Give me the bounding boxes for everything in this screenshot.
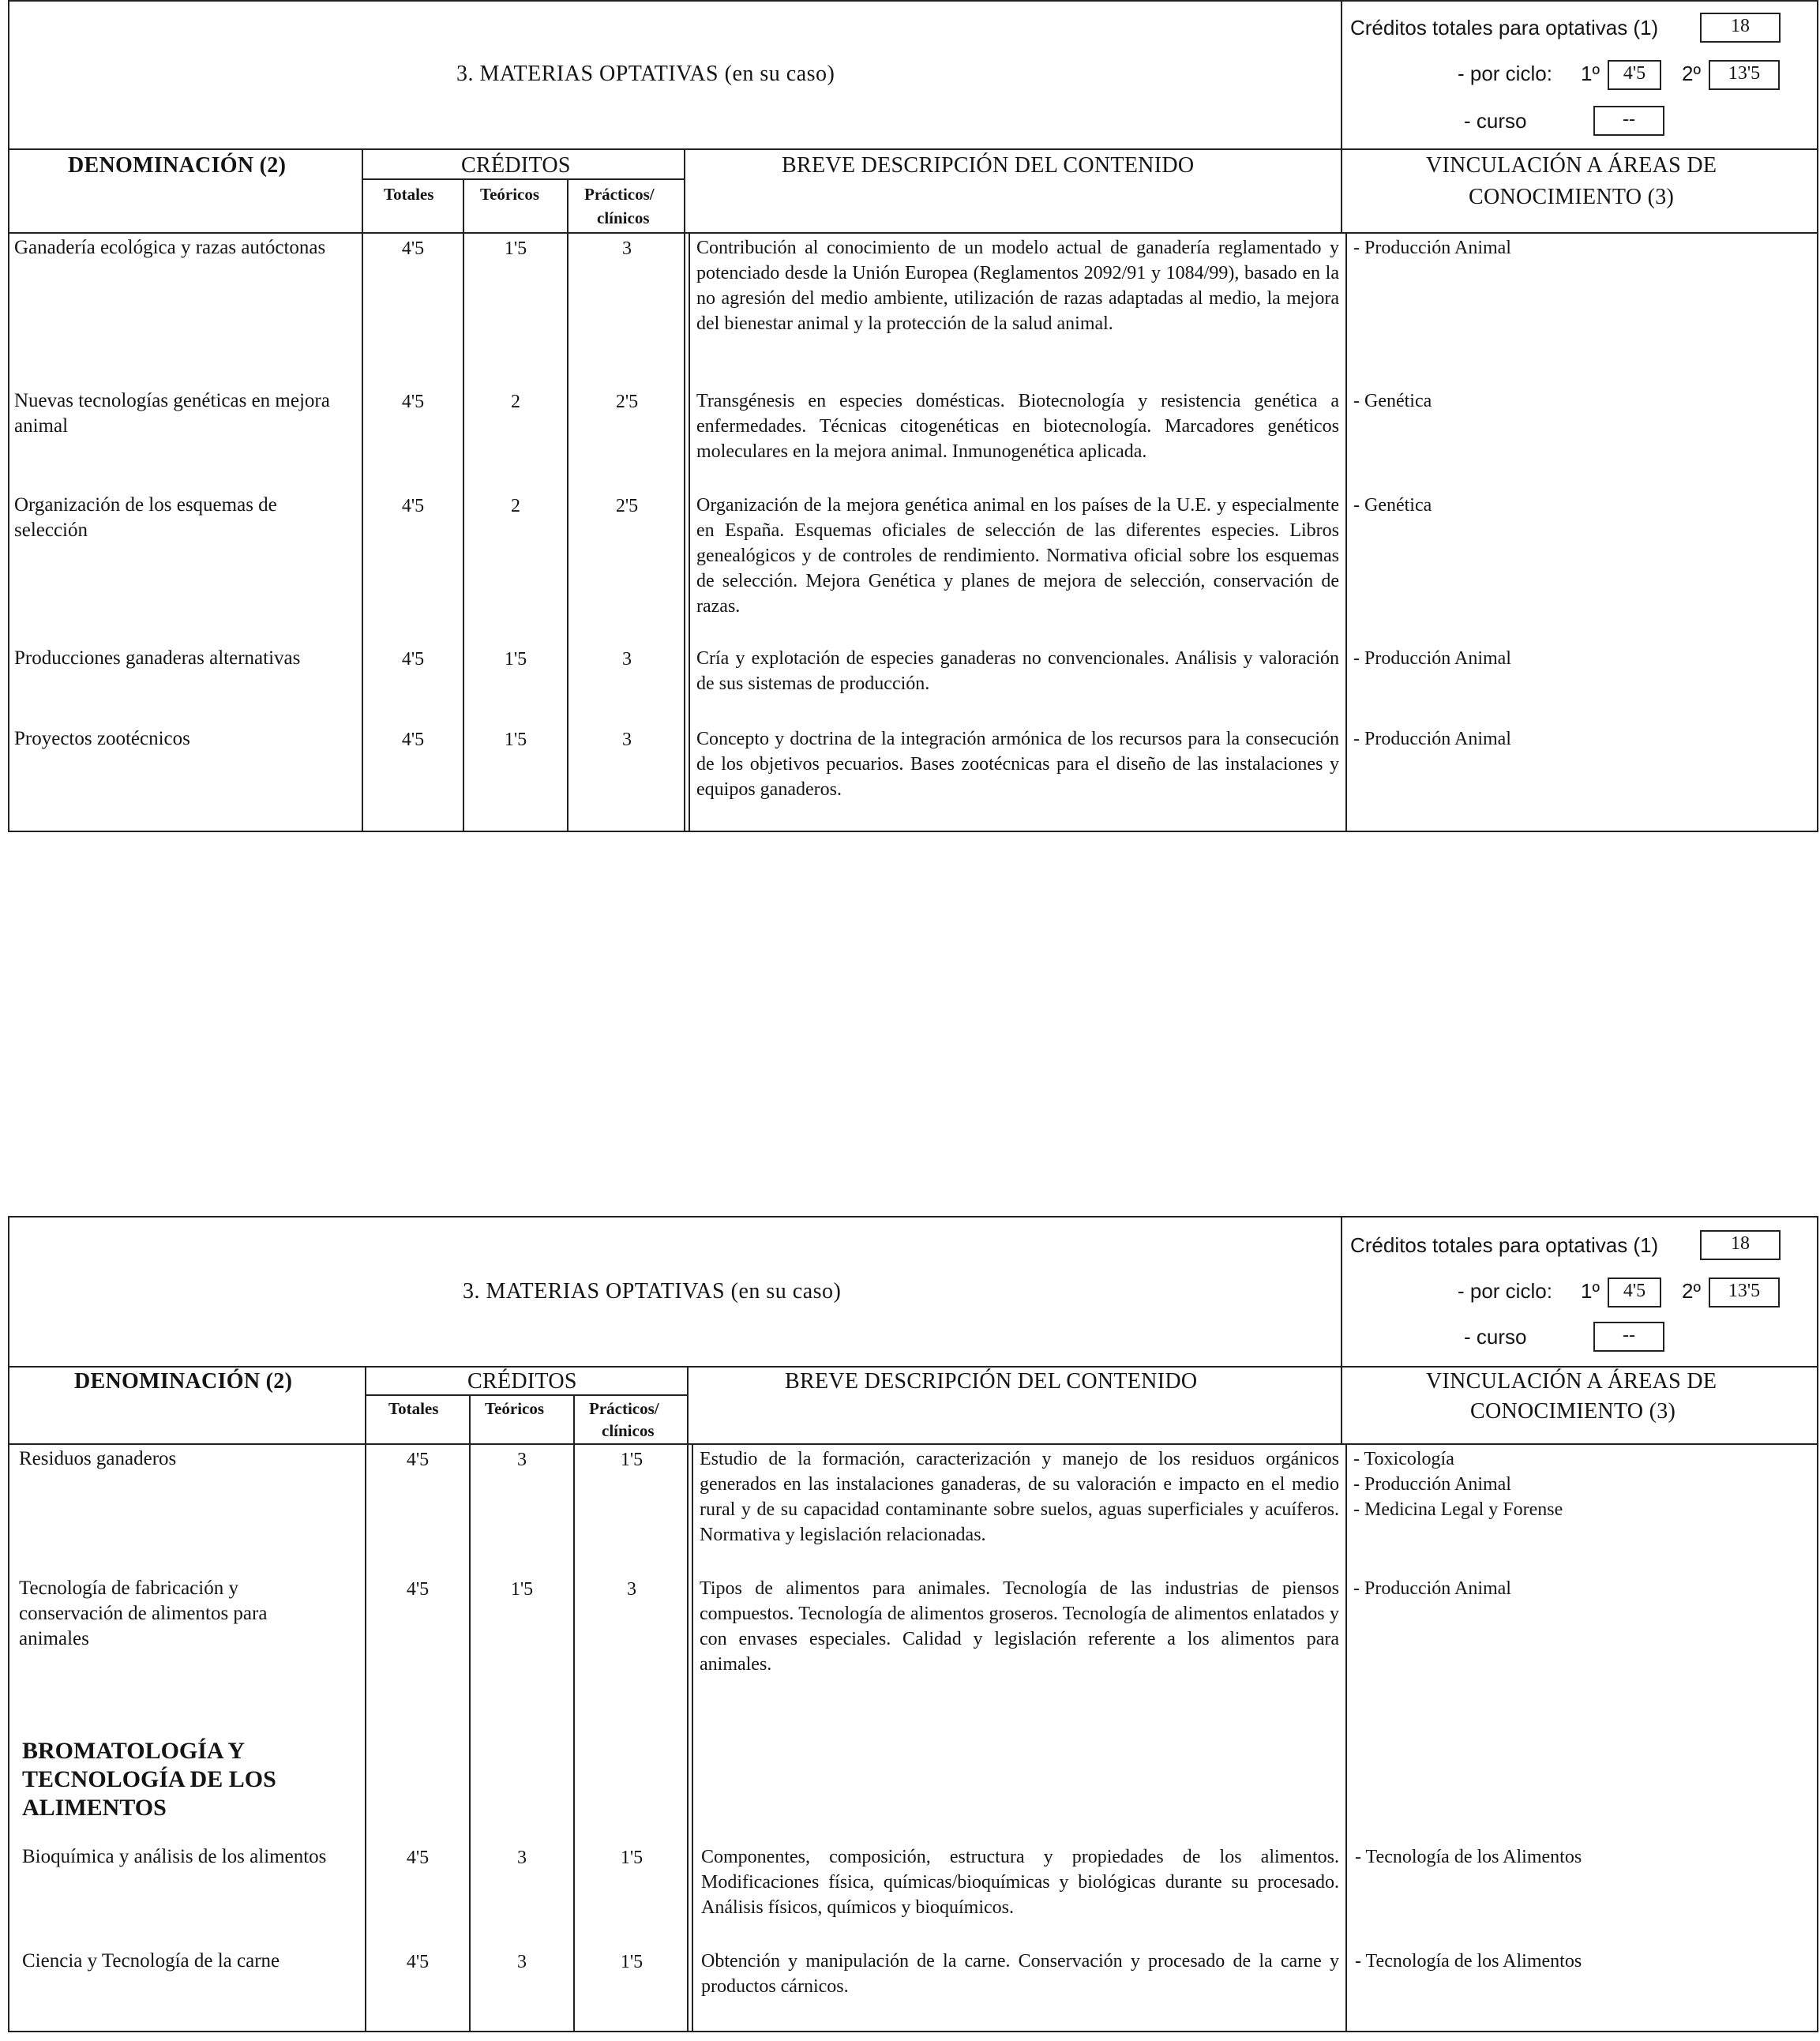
- ciclo-2-label: 2º: [1682, 62, 1701, 85]
- header-creditos: CRÉDITOS: [461, 153, 571, 178]
- table-2: [0, 1216, 1820, 2037]
- credits-practicos: 2'5: [615, 392, 639, 412]
- ciclo-1-label: 1º: [1581, 1279, 1600, 1303]
- header-creditos: CRÉDITOS: [467, 1369, 577, 1394]
- area-item: - Toxicología: [1353, 1449, 1454, 1469]
- credits-teoricos: 2: [511, 496, 520, 516]
- subject-name: Ganadería ecológica y razas autóctonas: [14, 237, 326, 258]
- credits-teoricos: 2: [511, 392, 520, 412]
- credits-totales: 4'5: [406, 1952, 430, 1972]
- credits-totales: 4'5: [406, 1848, 430, 1868]
- ciclo-label: - por ciclo:: [1458, 62, 1552, 85]
- area-item: - Producción Animal: [1353, 1578, 1511, 1599]
- header-descripcion: BREVE DESCRIPCIÓN DEL CONTENIDO: [782, 153, 1195, 178]
- credits-teoricos: 1'5: [510, 1579, 534, 1600]
- page-title: 3. MATERIAS OPTATIVAS (en su caso): [456, 62, 835, 86]
- description: Estudio de la formación, caracterización y manejo de los residuos orgánicos generados en las instalaciones ganaderas, de su valoración e impacto en el medio rural y de su capacidad contaminante sobre suelos, aguas superficiales y acuíferos. Normativa y legislación relacionadas.: [700, 1449, 1339, 1545]
- ciclo-2-value: 13'5: [1709, 1278, 1780, 1308]
- credits-teoricos: 3: [517, 1848, 527, 1868]
- subject-name: Organización de los esquemas de selección: [14, 494, 277, 541]
- description: Componentes, composición, estructura y propiedades de los alimentos. Modificaciones física, químicas/bioquímicas y biológicas durante su procesado. Análisis físicos, químicos y bioquímicos.: [701, 1847, 1339, 1918]
- area-item: - Producción Animal: [1353, 648, 1511, 669]
- subject-name: Tecnología de fabricación y conservación de alimentos para animales: [19, 1578, 268, 1649]
- credits-practicos: 3: [622, 238, 632, 259]
- subject-name: Bioquímica y análisis de los alimentos: [22, 1846, 327, 1867]
- header-vinculacion: VINCULACIÓN A ÁREAS DE: [1426, 1369, 1717, 1394]
- credits-totales: 4'5: [406, 1579, 430, 1600]
- credits-practicos: 1'5: [620, 1952, 644, 1972]
- header-totales: Totales: [388, 1399, 439, 1418]
- total-credits-label: Créditos totales para optativas (1): [1350, 1233, 1659, 1257]
- credits-totales: 4'5: [401, 238, 425, 259]
- subject-name: Ciencia y Tecnología de la carne: [22, 1950, 280, 1972]
- credits-practicos: 1'5: [620, 1848, 644, 1868]
- total-credits-label: Créditos totales para optativas (1): [1350, 16, 1659, 39]
- table-1: [0, 0, 1820, 837]
- description: Cría y explotación de especies ganaderas no convencionales. Análisis y valoración de sus sistemas de producción.: [696, 648, 1339, 694]
- credits-totales: 4'5: [401, 730, 425, 750]
- area-item: - Medicina Legal y Forense: [1353, 1499, 1563, 1520]
- ciclo-2-value: 13'5: [1709, 60, 1780, 90]
- subject-name: Producciones ganaderas alternativas: [14, 647, 301, 669]
- header-denominacion: DENOMINACIÓN (2): [68, 153, 287, 178]
- ciclo-1-label: 1º: [1581, 62, 1600, 85]
- description: Obtención y manipulación de la carne. Conservación y procesado de la carne y productos cárnicos.: [701, 1951, 1339, 1997]
- credits-practicos: 3: [627, 1579, 636, 1600]
- header-teoricos: Teóricos: [485, 1399, 545, 1418]
- area-item: - Genética: [1353, 495, 1432, 516]
- area-item: - Producción Animal: [1353, 729, 1511, 749]
- header-conocimiento: CONOCIMIENTO (3): [1470, 1399, 1676, 1424]
- curso-value: --: [1593, 1322, 1664, 1352]
- ciclo-1-value: 4'5: [1608, 60, 1661, 90]
- total-credits-value: 18: [1700, 13, 1781, 43]
- credits-practicos: 2'5: [615, 496, 639, 516]
- credits-totales: 4'5: [401, 392, 425, 412]
- area-item: - Tecnología de los Alimentos: [1355, 1847, 1582, 1867]
- area-item: - Producción Animal: [1353, 1474, 1511, 1495]
- ciclo-2-label: 2º: [1682, 1279, 1701, 1303]
- credits-totales: 4'5: [401, 649, 425, 670]
- section-heading: BROMATOLOGÍA Y TECNOLOGÍA DE LOS ALIMENTOS: [22, 1738, 276, 1821]
- subject-name: Proyectos zootécnicos: [14, 728, 190, 749]
- ciclo-1-value: 4'5: [1608, 1278, 1661, 1308]
- area-item: - Tecnología de los Alimentos: [1355, 1951, 1582, 1972]
- credits-teoricos: 1'5: [504, 730, 527, 750]
- description: Transgénesis en especies domésticas. Biotecnología y resistencia genética a enfermedades. Técnicas citogenéticas en biotecnología. Marcadores genéticos moleculares en la mejora animal. Inmunogenética aplicada.: [696, 391, 1339, 462]
- ciclo-label: - por ciclo:: [1458, 1279, 1552, 1303]
- header-practicos: Prácticos/: [589, 1399, 659, 1418]
- credits-teoricos: 1'5: [504, 238, 527, 259]
- header-practicos: Prácticos/: [584, 185, 655, 204]
- credits-totales: 4'5: [406, 1450, 430, 1470]
- description: Tipos de alimentos para animales. Tecnología de las industrias de piensos compuestos. Tecnología de alimentos groseros. Tecnología de alimentos enlatados y con envases especiales. Calidad y legislación referente a los alimentos para animales.: [700, 1578, 1339, 1675]
- subject-name: Residuos ganaderos: [19, 1448, 177, 1469]
- total-credits-value: 18: [1700, 1230, 1781, 1260]
- credits-teoricos: 3: [517, 1952, 527, 1972]
- credits-practicos: 3: [622, 730, 632, 750]
- description: Contribución al conocimiento de un modelo actual de ganadería reglamentado y potenciado desde la Unión Europea (Reglamentos 2092/91 y 1084/99), basado en la no agresión del medio ambiente, utilización de razas adaptadas al medio, la mejora del bienestar animal y la protección de la salud animal.: [696, 238, 1339, 334]
- credits-teoricos: 1'5: [504, 649, 527, 670]
- area-item: - Producción Animal: [1353, 238, 1511, 258]
- curso-label: - curso: [1464, 1325, 1527, 1349]
- header-vinculacion: VINCULACIÓN A ÁREAS DE: [1426, 153, 1717, 178]
- credits-teoricos: 3: [517, 1450, 527, 1470]
- header-totales: Totales: [384, 185, 434, 204]
- header-teoricos: Teóricos: [480, 185, 540, 204]
- header-clinicos: clínicos: [602, 1421, 655, 1440]
- curso-value: --: [1593, 106, 1664, 136]
- description: Concepto y doctrina de la integración armónica de los recursos para la consecución de los objetivos pecuarios. Bases zootécnicas para el diseño de las instalaciones y equipos ganaderos.: [696, 729, 1339, 800]
- credits-practicos: 1'5: [620, 1450, 644, 1470]
- credits-practicos: 3: [622, 649, 632, 670]
- header-clinicos: clínicos: [597, 208, 650, 227]
- description: Organización de la mejora genética animal en los países de la U.E. y especialmente en España. Esquemas oficiales de selección de las diferentes especies. Libros genealógicos y de controles de rendimiento. Normativa oficial sobre los esquemas de selección. Mejora Genética y planes de mejora de selección, conservación de razas.: [696, 495, 1339, 617]
- page-title: 3. MATERIAS OPTATIVAS (en su caso): [463, 1279, 842, 1304]
- header-conocimiento: CONOCIMIENTO (3): [1469, 185, 1675, 209]
- area-item: - Genética: [1353, 391, 1432, 411]
- subject-name: Nuevas tecnologías genéticas en mejora animal: [14, 390, 330, 437]
- curso-label: - curso: [1464, 109, 1527, 133]
- header-descripcion: BREVE DESCRIPCIÓN DEL CONTENIDO: [785, 1369, 1198, 1394]
- credits-totales: 4'5: [401, 496, 425, 516]
- header-denominacion: DENOMINACIÓN (2): [74, 1369, 293, 1394]
